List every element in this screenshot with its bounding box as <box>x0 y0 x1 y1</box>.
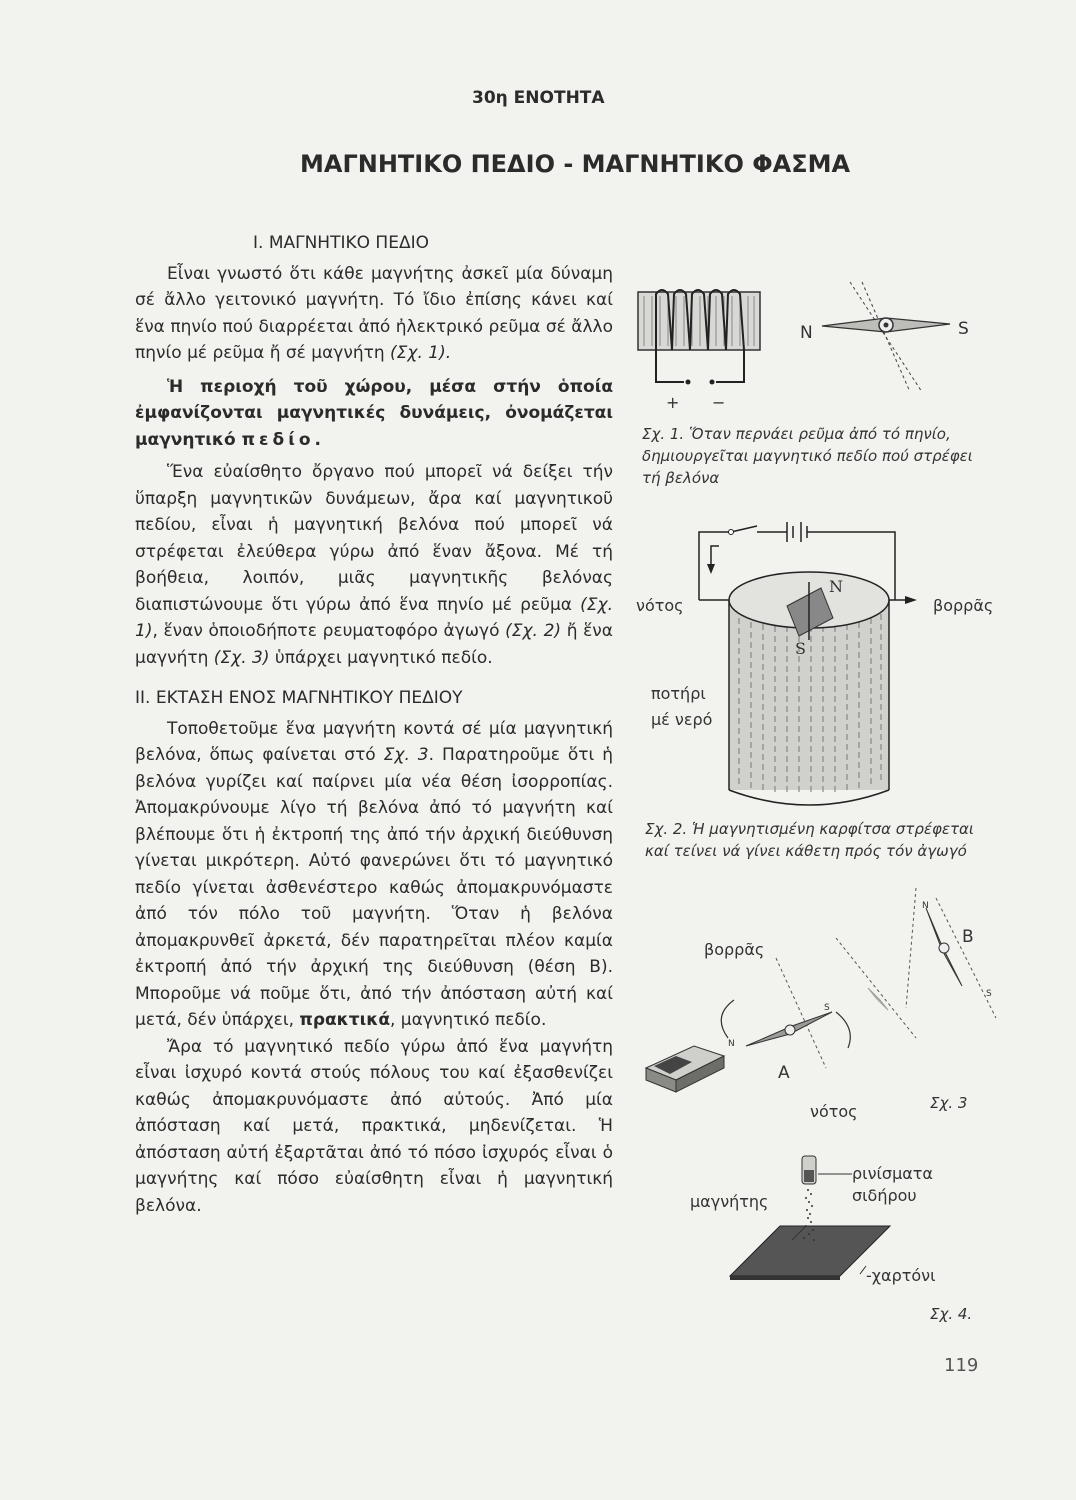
text-column <box>135 230 613 1219</box>
current-arrow <box>707 564 715 574</box>
section1-ref-fig3: (Σχ. 3) <box>213 647 270 668</box>
section2-p1-text-b: . Παρατηροῦμε ὅτι ἡ βελόνα γυρίζει καί παίρνει μία νέα θέση ἰσορροπίας. Ἀπομακρύνουμε λίγο τή βελόνα ἀπό τό μαγνήτη καί βλέπουμε ὅτι ἡ ἐκτροπή της ἀπό τήν ἀρχική διεύθυνση γίνεται μικρότερη. Αὐτό φανερώνει ὅτι τό μαγνητικό πεδίο γίνεται ἀσθενέστερο καθώς ἀπομακρυνόμαστε ἀπό τόν πόλο τοῦ μαγνήτη. Ὅταν ἡ βελόνα ἀπομακρυνθεῖ ἀρκετά, δέν παρατηρεῖται πλέον καμία ἐκτροπή ἀπό τήν ἀρχική της διεύθυνση (θέση Β). Μποροῦμε νά ποῦμε ὅτι, ἀπό τήν ἀπόσταση αὐτή καί μετά, δέν ὑπάρχει, <box>135 745 613 1030</box>
figure-2-glass-label-1: ποτήρι <box>651 684 706 703</box>
section2-p1-text-c: , μαγνητικό πεδίο. <box>390 1010 547 1030</box>
section1-ref-fig1: (Σχ. 1) <box>135 594 613 641</box>
section1-p3-text-b: , ἕναν ὁποιοδήποτε ρευματοφόρο ἀγωγό <box>152 621 500 641</box>
figure-2-glass-diagram <box>695 518 935 808</box>
position-a-label: A <box>778 1063 790 1083</box>
section1-p3-text-a: Ἕνα εὐαίσθητο ὄργανο πού μπορεῖ νά δείξει τήν ὕπαρξη μαγνητικῶν δυνάμεων, ἄρα καί μαγνητικοῦ πεδίου, εἶναι ἡ μαγνητική βελόνα πού μπορεῖ νά στρέφεται ἐλεύθερα γύρω ἀπό ἕναν ἄξονα. Μέ τή βοήθεια, λοιπόν, μιᾶς μαγνητικῆς βελόνας διαπιστώνουμε ὅτι γύρω ἀπό ἕνα πηνίο μέ ρεῦμα <box>135 462 613 615</box>
wire-arrow <box>905 596 917 604</box>
figure-2-north-label: βορρᾶς <box>933 596 994 615</box>
plus-sign: + <box>666 393 680 412</box>
figure-2-glass-label-2: μέ νερό <box>651 710 713 729</box>
figure-4-caption: Σχ. 4. <box>930 1305 973 1323</box>
section2-paragraph-2: Ἄρα τό μαγνητικό πεδίο γύρω ἀπό ἕνα μαγνήτη εἶναι ἰσχυρό κοντά στούς πόλους του καί ἐξασθενίζει καθώς ἀπομακρυνόμαστε ἀπό αὐτούς. Ἀπό μία ἀπόσταση καί μετά, πρακτικά, μηδενίζεται. Ἡ ἀπόσταση αὐτή ἐξαρτᾶται ἀπό τό πόσο ἰσχυρός εἶναι ὁ μαγνήτης καί πόσο εὐαίσθητη εἶναι ἡ μαγνητική βελόνα. <box>135 1036 613 1216</box>
section2-paragraph-1 <box>135 716 613 1034</box>
needle-b-s-label: S <box>986 989 992 999</box>
section1-heading: I. ΜΑΓΝΗΤΙΚΟ ΠΕΔΙΟ <box>253 233 429 253</box>
pole-s-label: S <box>795 639 806 658</box>
figure-2-south-label: νότος <box>636 596 684 615</box>
section1-paragraph-3 <box>135 459 613 671</box>
figure-3-needle-diagram <box>636 888 996 1108</box>
figure-4-filings-label-2: σιδήρου <box>852 1186 917 1205</box>
section2-bold-word: πρακτικά <box>299 1010 390 1030</box>
pole-n-label: N <box>800 323 813 343</box>
section1-p1-text: Εἶναι γνωστό ὅτι κάθε μαγνήτης ἀσκεῖ μία δύναμη σέ ἄλλο γειτονικό μαγνήτη. Τό ἴδιο ἐπίσης κάνει καί ἕνα πηνίο πού διαρρέεται ἀπό ἠλεκτρικό ρεῦμα σέ ἄλλο πηνίο μέ ρεῦμα ἤ σέ μαγνήτη <box>135 263 613 363</box>
switch-contact <box>729 530 734 535</box>
section1-p1-ref: (Σχ. 1). <box>390 343 452 363</box>
needle-b-n-label: N <box>922 901 929 911</box>
figure-2-caption: Σχ. 2. Ἡ μαγνητισμένη καρφίτσα στρέφεται καί τείνει νά γίνει κάθετη πρός τόν ἀγωγό <box>645 820 974 860</box>
unit-heading: 30η ΕΝΟΤΗΤΑ <box>472 88 605 108</box>
figure-3-south-label: νότος <box>810 1102 858 1121</box>
pole-n-label: N <box>829 577 843 596</box>
figure-4-magnet-label: μαγνήτης <box>690 1192 769 1211</box>
needle-a-s-label: S <box>824 1003 830 1013</box>
needle-a-n-label: N <box>728 1039 735 1049</box>
rotation-arrow-2 <box>836 1012 850 1048</box>
field-lines <box>776 888 996 1068</box>
definition-text: Ἡ περιοχή τοῦ χώρου, μέσα στήν ὁποία ἐμφανίζονται μαγνητικές δυνάμεις, ὀνομάζεται μαγνητικό <box>135 376 613 450</box>
figure-1-coil-diagram <box>632 282 992 412</box>
page-number: 119 <box>944 1355 979 1376</box>
compass-needle <box>822 318 950 332</box>
needle-a <box>746 1012 832 1046</box>
definition-paragraph <box>135 374 613 454</box>
position-b-label: B <box>962 927 974 947</box>
field-lines <box>850 282 922 392</box>
figure-3-caption: Σχ. 3 <box>930 1094 968 1112</box>
section1-ref-fig2: (Σχ. 2) <box>505 621 562 641</box>
minus-sign: − <box>712 393 726 412</box>
section2-p1-text-a: Τοποθετοῦμε ἕνα μαγνήτη κοντά σέ μία μαγνητική βελόνα, ὅπως φαίνεται στό <box>135 718 613 765</box>
magnet <box>646 1046 724 1092</box>
rotation-arrow <box>721 1000 734 1038</box>
chapter-title: ΜΑΓΝΗΤΙΚΟ ΠΕΔΙΟ - ΜΑΓΝΗΤΙΚΟ ΦΑΣΜΑ <box>300 150 851 178</box>
terminals <box>686 380 715 385</box>
section2-ref-fig3: Σχ. 3 <box>383 745 429 765</box>
section1-paragraph-1 <box>135 261 613 367</box>
section1-p3-text-d: ὑπάρχει μαγνητικό πεδίο. <box>274 647 493 668</box>
figure-4-paper-label: -χαρτόνι <box>866 1266 936 1285</box>
bar-magnet <box>802 1156 816 1184</box>
figure-4-filings-label-1: ρινίσματα <box>852 1164 933 1183</box>
needle-b <box>926 908 962 986</box>
section1-p3-text-c: ἤ ἕνα μαγνήτη <box>135 621 613 668</box>
definition-term: πεδίο. <box>241 429 325 450</box>
section2-heading: II. ΕΚΤΑΣΗ ΕΝΟΣ ΜΑΓΝΗΤΙΚΟΥ ΠΕΔΙΟΥ <box>135 688 463 708</box>
figure-3-north-label: βορρᾶς <box>704 940 765 959</box>
figure-1-caption: Σχ. 1. Ὅταν περνάει ρεῦμα ἀπό τό πηνίο, δημιουργεῖται μαγνητικό πεδίο πού στρέφει τή βελόνα <box>642 425 973 487</box>
pole-s-label: S <box>958 319 969 339</box>
